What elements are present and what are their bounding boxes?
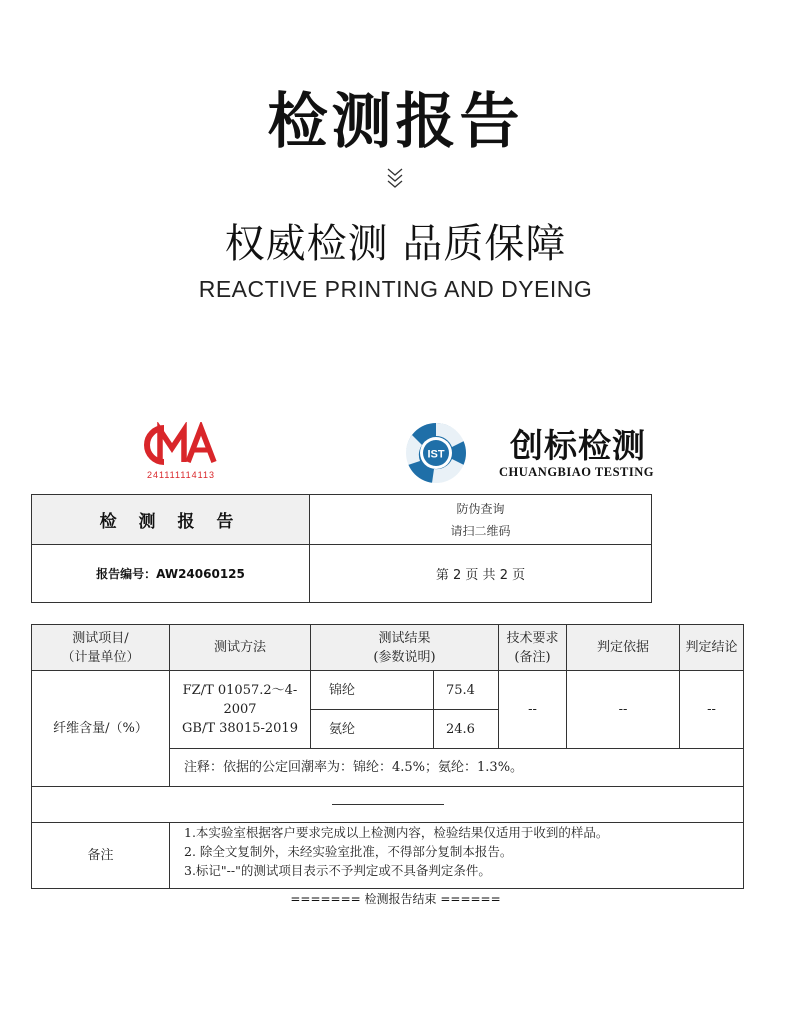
separator-row bbox=[32, 787, 743, 823]
remark-2: 2. 除全文复制外，未经实验室批准，不得部分复制本报告。 bbox=[184, 844, 513, 859]
method-line1: FZ/T 01057.2～4-2007 bbox=[182, 683, 298, 717]
basis-cell bbox=[567, 671, 680, 749]
remarks-label-cell bbox=[32, 823, 170, 888]
header-test-item-line1: 测试项目/ bbox=[72, 630, 129, 646]
report-end-marker: ======= 检测报告结束 ====== bbox=[290, 892, 501, 906]
remark-3: 3.标记"--"的测试项目表示不予判定或不具备判定条件。 bbox=[184, 863, 491, 878]
page-info-cell bbox=[310, 545, 651, 602]
method-line2: GB/T 38015-2019 bbox=[182, 721, 298, 736]
header-test-method bbox=[170, 625, 311, 671]
anti-fake-cell bbox=[310, 495, 651, 545]
cma-logo bbox=[140, 422, 222, 472]
result-name-nylon bbox=[311, 671, 434, 710]
method-cell bbox=[170, 671, 311, 749]
result-value-nylon bbox=[434, 671, 499, 710]
result-value-spandex bbox=[434, 710, 499, 749]
remark-1: 1.本实验室根据客户要求完成以上检测内容，检验结果仅适用于收到的样品。 bbox=[184, 825, 609, 840]
report-number: 报告编号：AW24060125 bbox=[96, 567, 245, 581]
header-conclusion bbox=[680, 625, 743, 671]
header-test-item-line2: （计量单位） bbox=[61, 649, 140, 665]
double-chevron-down-icon bbox=[385, 166, 405, 194]
requirement-value: -- bbox=[528, 702, 537, 717]
header-requirement-line2: (备注) bbox=[514, 649, 551, 665]
page-subtitle-english: REACTIVE PRINTING AND DYEING bbox=[198, 276, 593, 302]
page-subtitle: 权威检测 品质保障 bbox=[224, 221, 567, 267]
anti-fake-query: 防伪查询 bbox=[456, 501, 505, 516]
separator-line bbox=[332, 804, 444, 805]
header-requirement-line1: 技术要求 bbox=[506, 630, 559, 646]
result-name-spandex bbox=[311, 710, 434, 749]
cma-number: 241111114113 bbox=[146, 470, 216, 480]
result-name-nylon-label: 锦纶 bbox=[329, 682, 356, 698]
anti-fake-scan-hint: 请扫二维码 bbox=[450, 523, 511, 538]
header-test-item bbox=[32, 625, 170, 671]
header-test-method-label: 测试方法 bbox=[213, 640, 266, 655]
basis-value: -- bbox=[618, 702, 628, 717]
report-header-table bbox=[31, 494, 652, 603]
report-number-cell bbox=[32, 545, 310, 602]
report-title-cell bbox=[32, 495, 310, 545]
ist-logo-icon bbox=[402, 419, 470, 491]
moisture-note: 注释：依据的公定回潮率为：锦纶：4.5%；氨纶：1.3%。 bbox=[184, 760, 524, 775]
page-info: 第 2 页 共 2 页 bbox=[435, 568, 526, 583]
result-value-spandex-label: 24.6 bbox=[446, 721, 475, 737]
brand-name-english: CHUANGBIAO TESTING bbox=[499, 465, 654, 479]
header-test-result-line1: 测试结果 bbox=[378, 630, 431, 646]
requirement-cell bbox=[499, 671, 567, 749]
result-value-nylon-label: 75.4 bbox=[446, 682, 475, 698]
report-title: 检 测 报 告 bbox=[99, 512, 242, 532]
header-test-result-line2: (参数说明) bbox=[373, 649, 436, 665]
conclusion-cell bbox=[680, 671, 743, 749]
header-judgment-basis bbox=[567, 625, 680, 671]
test-results-table bbox=[31, 624, 744, 889]
header-requirement bbox=[499, 625, 567, 671]
brand-name-chinese: 创标检测 bbox=[510, 426, 646, 465]
page-title: 检测报告 bbox=[267, 87, 524, 157]
header-judgment-basis-label: 判定依据 bbox=[596, 640, 649, 655]
remarks-content-cell bbox=[170, 823, 743, 888]
conclusion-value: -- bbox=[707, 702, 716, 717]
moisture-note-cell bbox=[170, 749, 743, 787]
result-name-spandex-label: 氨纶 bbox=[329, 721, 356, 737]
header-conclusion-label: 判定结论 bbox=[685, 640, 738, 655]
ist-logo-text: IST bbox=[427, 448, 445, 461]
header-test-result bbox=[311, 625, 499, 671]
remarks-label: 备注 bbox=[87, 848, 114, 863]
item-fiber-content bbox=[32, 671, 170, 787]
item-fiber-content-label: 纤维含量/（%） bbox=[53, 721, 148, 736]
